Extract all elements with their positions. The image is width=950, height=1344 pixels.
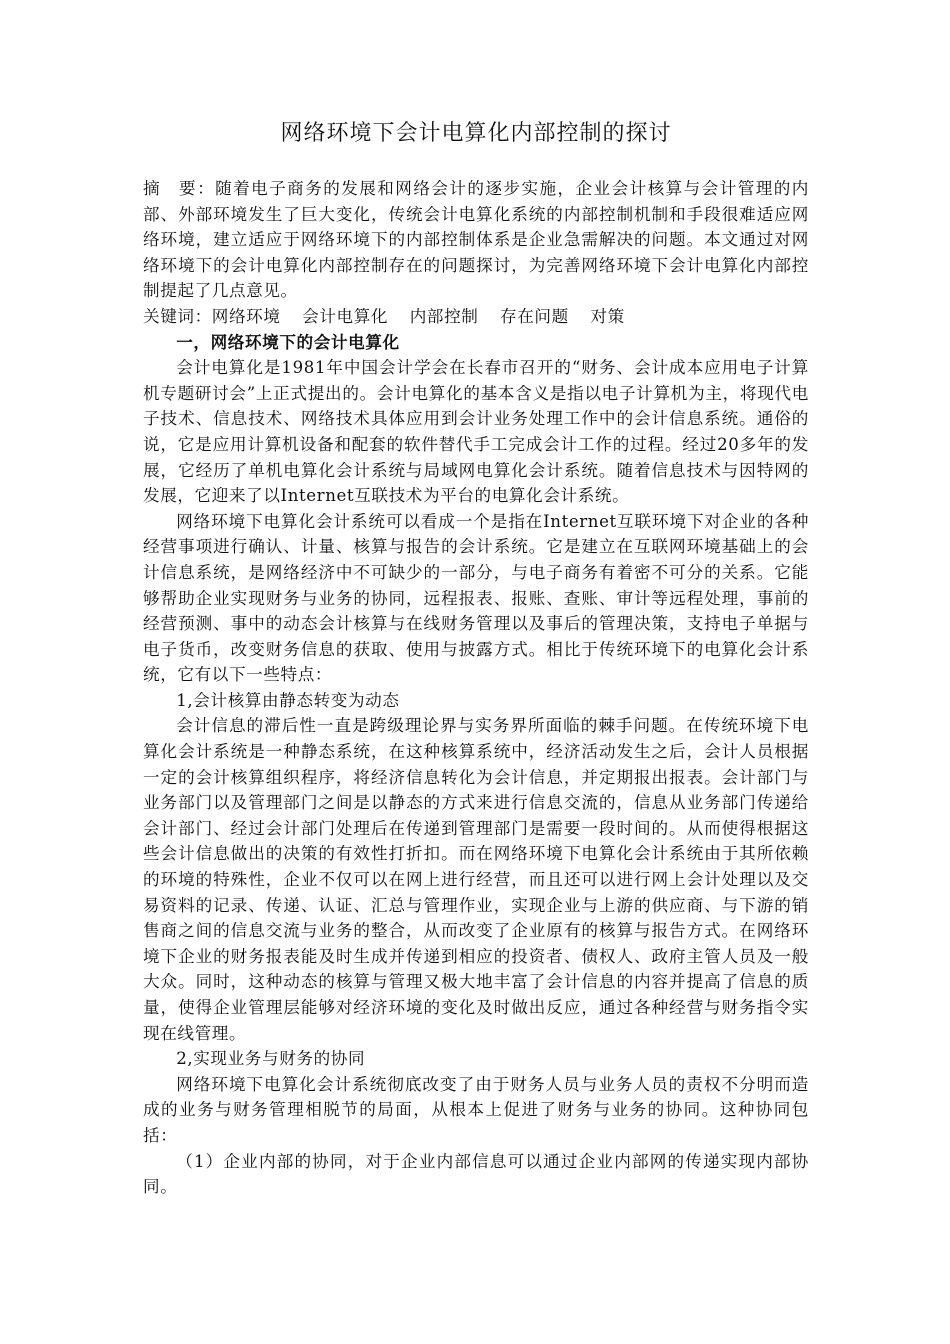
keyword-item: 对策 (590, 306, 625, 326)
document-title: 网络环境下会计电算化内部控制的探讨 (280, 121, 672, 146)
section-heading: 一，网络环境下的会计电算化 (176, 331, 400, 352)
keywords-line (143, 304, 809, 330)
keyword-item: 网络环境 (211, 306, 281, 326)
body-paragraph: 会计电算化是1981年中国会计学会在长春市召开的“财务、会计成本应用电子计算机专题研讨会”上正式提出的。会计电算化的基本含义是指以电子计算机为主，将现代电子技术、信息技术、网络技术具体应用到会计业务处理工作中的会计信息系统。通俗的说，它是应用计算机设备和配套的软件替代手工完成会计工作的过程。经过20多年的发展，它经历了单机电算化会计系统与局域网电算化会计系统。随着信息技术与因特网的发展，它迎来了以Internet互联技术为平台的电算化会计系统。 (143, 358, 809, 506)
abstract-text: 随着电子商务的发展和网络会计的逐步实施，企业会计核算与会计管理的内部、外部环境发生了巨大变化，传统会计电算化系统的内部控制机制和手段很难适应网络环境，建立适应于网络环境下的内部控制体系是企业急需解决的问题。本文通过对网络环境下的会计电算化内部控制存在的问题探讨，为完善网络环境下会计电算化内部控制提起了几点意见。 (143, 179, 809, 301)
body-paragraph: 网络环境下电算化会计系统可以看成一个是指在Internet互联环境下对企业的各种经营事项进行确认、计量、核算与报告的会计系统。它是建立在互联网环境基础上的会计信息系统，是网络经济中不可缺少的一部分，与电子商务有着密不可分的关系。它能够帮助企业实现财务与业务的协同，远程报表、报账、查账、审计等远程处理，事前的经营预测、事中的动态会计核算与在线财务管理以及事后的管理决策，支持电子单据与电子货币，改变财务信息的获取、使用与披露方式。相比于传统环境下的电算化会计系统，它有以下一些特点： (143, 511, 809, 685)
abstract-label: 摘 要： (143, 179, 216, 198)
document-page (143, 118, 809, 1200)
subsection-heading: 1,会计核算由静态转变为动态 (176, 690, 400, 710)
abstract-paragraph (143, 176, 809, 304)
body-paragraph: 网络环境下电算化会计系统彻底改变了由于财务人员与业务人员的责权不分明而造成的业务与财务管理相脱节的局面，从根本上促进了财务与业务的协同。这种协同包括： (143, 1074, 809, 1145)
keywords-label: 关键词： (143, 306, 212, 326)
list-item: （1）企业内部的协同，对于企业内部信息可以通过企业内部网的传递实现内部协同。 (143, 1151, 809, 1197)
keyword-item: 存在问题 (500, 306, 569, 326)
keyword-item: 会计电算化 (302, 306, 389, 326)
subsection-heading: 2,实现业务与财务的协同 (176, 1049, 366, 1069)
keyword-item: 内部控制 (409, 306, 479, 326)
body-paragraph: 会计信息的滞后性一直是跨级理论界与实务界所面临的棘手问题。在传统环境下电算化会计系统是一种静态系统，在这种核算系统中，经济活动发生之后，会计人员根据一定的会计核算组织程序，将经济信息转化为会计信息，并定期报出报表。会计部门与业务部门以及管理部门之间是以静态的方式来进行信息交流的，信息从业务部门传递给会计部门、经过会计部门处理后在传递到管理部门是需要一段时间的。从而使得根据这些会计信息做出的决策的有效性打折扣。而在网络环境下电算化会计系统由于其所依赖的环境的特殊性，企业不仅可以在网上进行经营，而且还可以进行网上会计处理以及交易资料的记录、传递、认证、汇总与管理作业，实现企业与上游的供应商、与下游的销售商之间的信息交流与业务的整合，从而改变了企业原有的核算与报告方式。在网络环境下企业的财务报表能及时生成并传递到相应的投资者、债权人、政府主管人员及一般大众。同时，这种动态的核算与管理又极大地丰富了会计信息的内容并提高了信息的质量，使得企业管理层能够对经济环境的变化及时做出反应，通过各种经营与财务指令实现在线管理。 (143, 716, 809, 1043)
